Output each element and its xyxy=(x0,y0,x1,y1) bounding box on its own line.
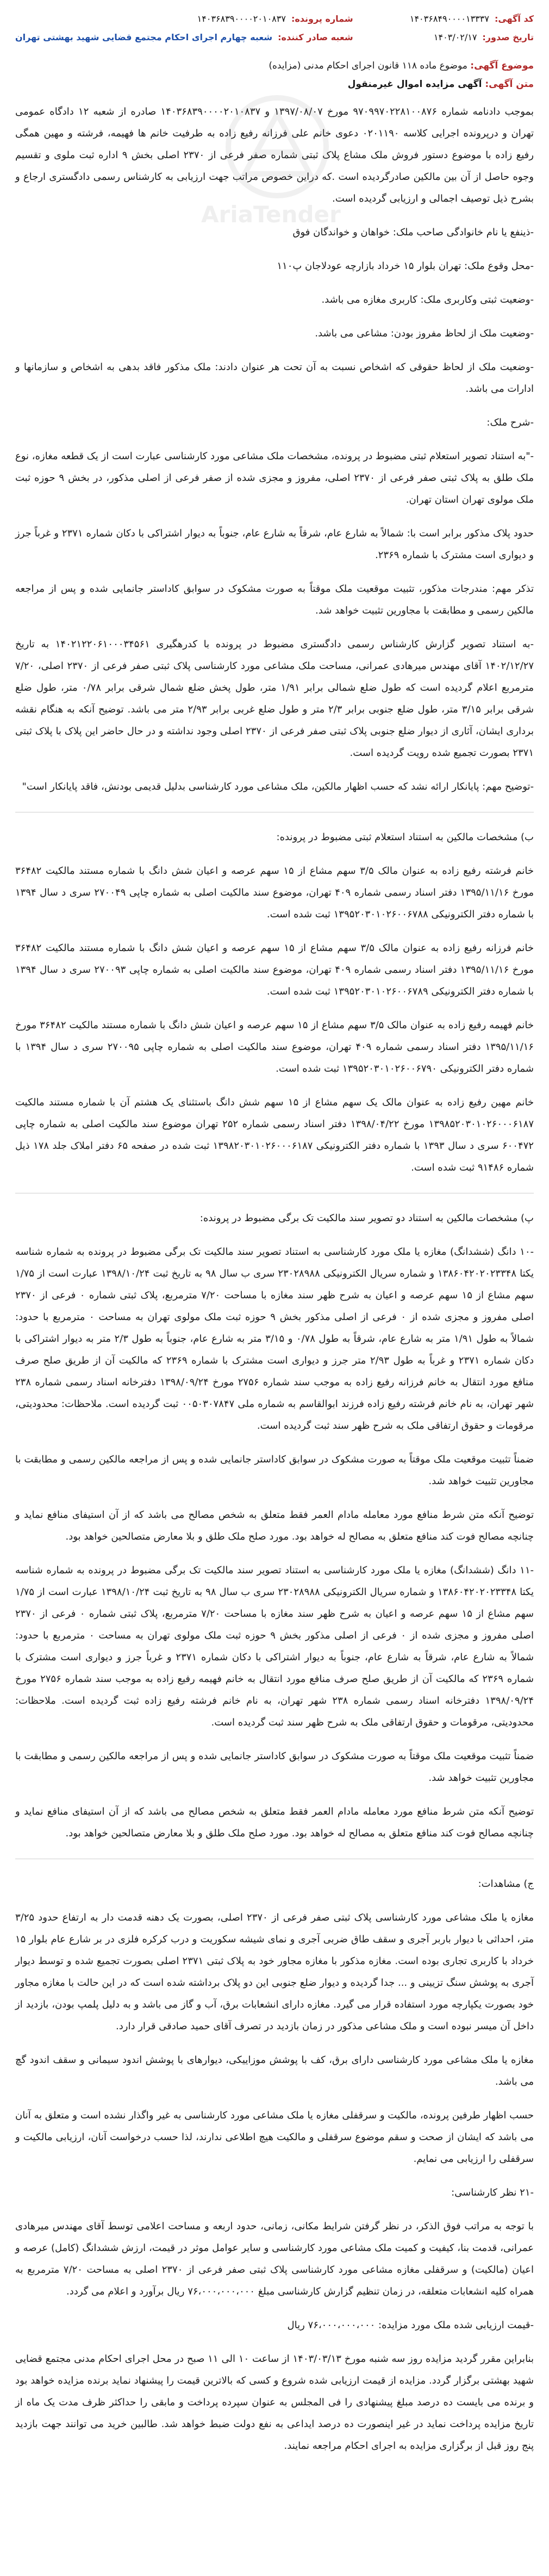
ad-code-row xyxy=(410,10,534,28)
date-value: ۱۴۰۳/۰۲/۱۷ xyxy=(433,32,477,42)
file-number-row xyxy=(15,10,353,28)
issuing-branch-row xyxy=(15,28,353,47)
paragraph: ضمناً تثبیت موقعیت ملک موقتاً به صورت مشکوک در سوابق کاداستر جانمایی شده و پس از مراجعه مالکین رسمی و مطابقت با مجاورین تثبیت خواهد شد. xyxy=(12,1454,534,1487)
paragraph: -۲۱ نظر کارشناسی: xyxy=(451,2187,534,2198)
paragraph: خانم مهین رفیع زاده به عنوان مالک یک سهم مشاع از ۱۵ سهم شش دانگ باستثنای یک هشتم آن با شماره مستند مالکیت ۱۳۹۸۵۲۰۳۰۱۰۲۶۰۰۰۶۱۸۷ مورخ ۱۳۹۸/۰۴/۲۲ دفتر اسناد رسمی شماره ۲۵۲ تهران موضوع سند مالکیت اصلی به شماره چاپی ۶۰۰۴۷۲ سری د سال ۱۳۹۳ با شماره دفتر الکترونیکی ۱۳۹۸۲۰۳۰۱۰۲۶۰۰۰۶۱۸۷ ثبت شده در صفحه ۶۵ دفتر املاک جلد ۱۷۸ ذیل شماره ۹۱۴۸۶ ثبت شده است. xyxy=(12,1097,534,1173)
paragraph: مغازه یا ملک مشاعی مورد کارشناسی پلاک ثبتی صفر فرعی از ۲۳۷۰ اصلی، بصورت یک دهنه قدمت دار به ارتفاع حدود ۳/۲۵ متر، احداثی با دیوار باربر آجری و سقف طاق ضربی آجری و نمای شیشه سکوریت و درب کرکره فلزی در بر شارع عام بلوار ۱۵ خرداد با کاربری تجاری بوده است. مغازه مذکور با مغازه مجاور خود به پلاک ثبتی ۲۳۷۱ اصلی بصورت تجمیع شده و توسط دیوار آجری به پوشش سنگ تزیینی و ... جدا گردیده و دیوار ضلع جنوبی این دو پلاک برداشته شده است که در این حالت با مغازه مجاور خود بصورت یکپارچه مورد استفاده قرار می گیرد. مغازه دارای انشعابات برق، آب و گاز می باشد و به دلیل پلمپ بودن، بازدید از داخل آن میسر نبوده است و ملک مشاعی مذکور در زمان بازدید در تصرف آقای حمید صادقی قرار دارد. xyxy=(12,1912,534,2032)
date-row xyxy=(410,28,534,47)
issuing-branch-label: شعبه صادر کننده: xyxy=(278,32,353,42)
paragraph: -قیمت ارزیابی شده ملک مورد مزایده: ۷۶،۰۰۰،۰۰۰،۰۰۰ ریال xyxy=(287,2319,534,2331)
header-right-column xyxy=(410,10,534,47)
notice-header xyxy=(15,10,534,47)
paragraph: بموجب دادنامه شماره ۹۷۰۹۹۷۰۲۲۸۱۰۰۸۷۶ مورخ ۱۳۹۷/۰۸/۰۷ و ۱۴۰۳۶۸۳۹۰۰۰۰۲۰۱۰۸۳۷ صادره از شعبه ۱۲ دادگاه عمومی تهران و درپرونده اجرایی کلاسه ۰۲۰۱۱۹۰ دعوی خانم علی فرزانه رفیع زاده به طرفیت خانم ها فهیمه، فرشته و مهین همگی رفیع زاده با موضوع دستور فروش ملک مشاع پلاک ثبتی شماره صفر فرعی از ۲۳۷۰ اصلی بخش ۹ اداره ثبت ملوی و تقسیم وجوه حاصل از آن بین مالکین صادرگردیده است .که دراین خصوص مراتب جهت ارزیابی به کارشناس رسمی دادگستری ارجاع و بشرح ذیل توصیف اجمالی و ارزیابی گردیده است. xyxy=(12,106,534,204)
subject-value: موضوع ماده ۱۱۸ قانون اجرای احکام مدنی (مزایده) xyxy=(269,60,467,71)
paragraph: ج) مشاهدات: xyxy=(478,1878,534,1890)
paragraph: حسب اظهار طرفین پرونده، مالکیت و سرقفلی مغازه یا ملک مشاعی مورد کارشناسی به غیر واگذار نشده است و متعلق به آنان می باشد که ایشان از صحت و سقم موضوع سرقفلی و مالکیت هیچ اطلاعی ندارند، لذا حسب درخواست آنان، ارزیابی مالکیت و سرقفلی را ارزیابی می نمایم. xyxy=(12,2110,534,2165)
paragraph: -وضعیت ملک از لحاظ مفروز بودن: مشاعی می باشد. xyxy=(315,328,534,339)
paragraph: -به استناد تصویر گزارش کارشناس رسمی دادگستری مضبوط در پرونده با کدرهگیری ۱۴۰۲۱۲۲۰۶۱۰۰۰۳۴۵۶۱ به تاریخ ۱۴۰۲/۱۲/۲۷ آقای مهندس میرهادی عمرانی، مساحت ملک مشاعی مورد کارشناسی پلاک ثبتی صفر فرعی از ۲۳۷۰ اصلی، ۷/۲۰ مترمربع اعلام گردیده است که طول ضلع شمالی برابر ۱/۹۱ متر، طول پخش ضلع شمال شرقی برابر ۰/۷۸ متر، طول ضلع شرقی برابر ۳/۱۵ متر، طول ضلع جنوبی برابر ۲/۳ متر و طول ضلع غربی برابر ۲/۹۳ متر می باشد. توضیح آنکه به هنگام نقشه برداری ایشان، آثاری از دیوار ضلع جنوبی پلاک ثبتی صفر فرعی از ۲۳۷۰ اصلی وجود نداشته و در حال حاضر این پلاک با پلاک ثبتی ۲۳۷۱ بصورت تجمیع شده رویت گردیده است. xyxy=(12,639,534,759)
notice-value: آگهی مزایده اموال غیرمنقول xyxy=(347,79,482,90)
ad-code-value: ۱۴۰۳۶۸۴۹۰۰۰۰۱۳۳۳۷ xyxy=(409,14,489,24)
paragraph: با توجه به مراتب فوق الذکر، در نظر گرفتن شرایط مکانی، زمانی، حدود اربعه و مساحت اعلامی توسط آقای مهندس میرهادی عمرانی، قدمت بنا، کیفیت و کمیت ملک مشاعی مورد کارشناسی و سایر عوامل موثر در قیمت، ارزش ششدانگ (کامل) عرصه و اعیان (مالکیت) و سرقفلی مغازه مشاعی مورد کارشناسی پلاک ثبتی صفر فرعی از ۲۳۷۰ اصلی به مساحت ۷/۲۰ مترمربع به همراه کلیه انشعابات متعلقه، در زمان تنظیم گزارش کارشناسی مبلغ ۷۶،۰۰۰،۰۰۰،۰۰۰ ریال برآورد و اعلام می گردد. xyxy=(12,2221,534,2297)
paragraph: -وضعیت ملک از لحاظ حقوقی که اشخاص نسبت به آن تحت هر عنوان دادند: ملک مذکور فاقد بدهی به اشخاص و سازمانها و ادارات می باشد. xyxy=(12,361,534,395)
paragraph: تذکر مهم: مندرجات مذکور، تثبیت موقعیت ملک موقتاً به صورت مشکوک در سوابق کاداستر جانمایی شده و پس از مراجعه مالکین رسمی و مطابقت با مجاورین تثبیت خواهد شد. xyxy=(12,583,534,616)
paragraph: -۱۰ دانگ (ششدانگ) مغازه یا ملک مورد کارشناسی به استناد تصویر سند مالکیت تک برگی مضبوط در پرونده به شماره شناسه یکتا ۱۳۸۶۰۴۲۰۲۰۲۳۳۴۸ و شماره سریال الکترونیکی ۲۳۰۲۸۹۸۸ سری ب سال ۹۸ به تاریخ ثبت ۱۳۹۸/۱۰/۲۴ عبارت است از ۱/۷۵ سهم مشاع از ۱۵ سهم عرصه و اعیان به شرح ظهر سند مغازه با مساحت ۷/۲۰ مترمربع، پلاک ثبتی شماره ۰ فرعی از ۲۳۷۰ اصلی مفروز و مجزی شده از ۰ فرعی از اصلی مذکور بخش ۹ حوزه ثبت ملک مولوی تهران به مساحت ۰ مترمربع با حدود: شمالاً به طول ۱/۹۱ متر به شارع عام، شرقاً به طول ۰/۷۸ و ۳/۱۵ متر به شارع عام، جنوباً به طول ۲/۳ متر به دیوار اشتراکی با دکان شماره ۲۳۷۱ و غرباً به طول ۲/۹۳ متر جرز و دیواری است مشترک با شماره ۲۳۶۹ که مالکیت آن از طریق صلح صرف منافع مورد انتقال به خانم فرزانه رفیع زاده به موجب سند شماره ۲۷۵۶ مورخ ۱۳۹۸/۰۹/۲۴ دفترخانه اسناد رسمی شماره ۲۳۸ شهر تهران، به نام خانم فرشته رفیع زاده فرزند ابوالقاسم به شماره ملی ۰۰۵۰۳۰۷۸۴۷ ثبت گردیده است. ملاحظات: محدودیتی، مرقومات و حقوق ارتفاقی ملک به شرح ظهر سند ثبت گردیده است. xyxy=(12,1246,534,1431)
paragraph: مغازه یا ملک مشاعی مورد کارشناسی دارای برق، کف با پوشش موزاییکی، دیوارهای با پوشش اندود سیمانی و سقف اندود گچ می باشد. xyxy=(12,2054,534,2087)
paragraph: بنابراین مقرر گردید مزایده روز سه شنبه مورخ ۱۴۰۳/۰۳/۱۳ از ساعت ۱۰ الی ۱۱ صبح در محل اجرای احکام مدنی مجتمع قضایی شهید بهشتی برگزار گردد. مزایده از قیمت ارزیابی شده شروع و کسی که بالاترین قیمت را پیشنهاد نماید برنده مزایده خواهد بود و برنده می بایست ده درصد مبلغ پیشنهادی را فی المجلس به عنوان سپرده پرداخت و مابقی را حداکثر ظرف مدت یک ماه از تاریخ مزایده پرداخت نماید در غیر اینصورت ده درصد ایداعی به نفع دولت ضبط خواهد شد. طالبین خرید می توانند جهت بازدید پنج روز قبل از برگزاری مزایده به اجرای احکام مراجعه نمایند. xyxy=(12,2353,534,2452)
paragraph: حدود پلاک مذکور برابر است با: شمالاً به شارع عام، شرقاً به شارع عام، جنوباً به دیوار اشتراکی با دکان شماره ۲۳۷۱ و غرباً جرز و دیواری است مشترک با شماره ۲۳۶۹. xyxy=(12,528,534,561)
file-number-label: شماره پرونده: xyxy=(291,14,353,24)
paragraph: پ) مشخصات مالکین به استناد دو تصویر سند مالکیت تک برگی مضبوط در پرونده: xyxy=(199,1212,534,1224)
paragraph: خانم فرشته رفیع زاده به عنوان مالک ۳/۵ سهم مشاع از ۱۵ سهم عرصه و اعیان شش دانگ با شماره مستند مالکیت ۳۶۴۸۲ مورخ ۱۳۹۵/۱۱/۱۶ دفتر اسناد رسمی شماره ۴۰۹ تهران، موضوع سند مالکیت اصلی به شماره چاپی ۲۷۰۰۴۹ سری د سال ۱۳۹۴ با شماره دفتر الکترونیکی ۱۳۹۵۲۰۳۰۱۰۲۶۰۰۶۷۸۸ ثبت شده است. xyxy=(12,865,534,920)
paragraph: -وضعیت ثبتی وکاربری ملک: کاربری مغازه می باشد. xyxy=(321,294,534,305)
subject-label: موضوع آگهی: xyxy=(470,60,534,71)
paragraph: -ذینفع یا نام خانوادگی صاحب ملک: خواهان و خواندگان فوق xyxy=(292,227,534,238)
paragraph: -"به استناد تصویر استعلام ثبتی مضبوط در پرونده، مشخصات ملک مشاعی مورد کارشناسی عبارت است از یک قطعه مغازه، نوع ملک طلق به پلاک ثبتی صفر فرعی از ۲۳۷۰ اصلی، مفروز و مجزی شده از صفر فرعی از اصلی مذکور، در بخش ۹ حوزه ثبت ملک مولوی تهران استان تهران. xyxy=(12,451,534,505)
paragraph: -توضیح مهم: پایانکار ارائه نشد که حسب اظهار مالکین، ملک مشاعی مورد کارشناسی بدلیل قدیمی بودنش، فاقد پایانکار است" xyxy=(22,781,534,792)
paragraph: خانم فهیمه رفیع زاده به عنوان مالک ۳/۵ سهم مشاع از ۱۵ سهم عرصه و اعیان شش دانگ با شماره مستند مالکیت ۳۶۴۸۲ مورخ ۱۳۹۵/۱۱/۱۶ دفتر اسناد رسمی شماره ۴۰۹ تهران، موضوع سند مالکیت اصلی به شماره چاپی ۲۷۰۰۹۵ سری د سال ۱۳۹۴ با شماره دفتر الکترونیکی ۱۳۹۵۲۰۳۰۱۰۲۶۰۰۶۷۹۰ ثبت شده است. xyxy=(12,1020,534,1074)
paragraph: خانم فرزانه رفیع زاده به عنوان مالک ۳/۵ سهم مشاع از ۱۵ سهم عرصه و اعیان شش دانگ با شماره مستند مالکیت ۳۶۴۸۲ مورخ ۱۳۹۵/۱۱/۱۶ دفتر اسناد رسمی شماره ۴۰۹ تهران، موضوع سند مالکیت اصلی به شماره چاپی ۲۷۰۰۹۳ سری د سال ۱۳۹۴ با شماره دفتر الکترونیکی ۱۳۹۵۲۰۳۰۱۰۲۶۰۰۶۷۸۹ ثبت شده است. xyxy=(12,942,534,997)
paragraph: -۱۱ دانگ (ششدانگ) مغازه یا ملک مورد کارشناسی به استناد تصویر سند مالکیت تک برگی مضبوط در پرونده به شماره شناسه یکتا ۱۳۸۶۰۴۲۰۲۰۲۳۳۴۸ و شماره سریال الکترونیکی ۲۳۰۲۸۹۸۸ سری ب سال ۹۸ به تاریخ ثبت ۱۳۹۸/۱۰/۲۴ عبارت است از ۱/۷۵ سهم مشاع از ۱۵ سهم عرصه و اعیان به شرح ظهر سند مغازه با مساحت ۷/۲۰ مترمربع، پلاک ثبتی شماره ۰ فرعی از ۲۳۷۰ اصلی مفروز و مجزی شده از ۰ فرعی از اصلی مذکور بخش ۹ حوزه ثبت ملک مولوی تهران به مساحت ۰ مترمربع با حدود: شمالاً به شارع عام، شرقاً به شارع عام، جنوباً به دیوار اشتراکی با دکان شماره ۲۳۷۱ و غرباً جرز و دیواری است مشترک با شماره ۲۳۶۹ که مالکیت آن از طریق صلح صرف منافع مورد انتقال به خانم فهیمه رفیع زاده به موجب سند شماره ۲۷۵۶ مورخ ۱۳۹۸/۰۹/۲۴ دفترخانه اسناد رسمی شماره ۲۳۸ شهر تهران، به نام خانم فرشته رفیع زاده ثبت گردیده است. ملاحظات: محدودیتی، مرقومات و حقوق ارتفاقی ملک به شرح ظهر سند ثبت گردیده است. xyxy=(12,1565,534,1728)
subject-line xyxy=(15,57,534,75)
notice-label: متن آگهی: xyxy=(485,79,534,90)
paragraph: توضیح آنکه متن شرط منافع مورد معامله مادام العمر فقط متعلق به شخص مصالح می باشد که از آن استیفای منافع نماید و چنانچه مصالح فوت کند منافع متعلق به مصالح له خواهد بود. مورد صلح ملک طلق و بلا معارض متصالحین خواهد بود. xyxy=(12,1509,534,1542)
date-label: تاریخ صدور: xyxy=(482,32,534,42)
paragraph: -شرح ملک: xyxy=(486,417,534,428)
file-number-value: ۱۴۰۳۶۸۳۹۰۰۰۰۲۰۱۰۸۳۷ xyxy=(197,14,286,24)
issuing-branch-value: شعبه چهارم اجرای احکام مجتمع قضایی شهید بهشتی تهران xyxy=(15,32,273,42)
ad-code-label: کد آگهی: xyxy=(494,14,534,24)
paragraph: -محل وقوع ملک: تهران بلوار ۱۵ خرداد بازارچه عودلاجان پ۱۱۰ xyxy=(277,260,534,272)
header-left-column xyxy=(15,10,353,47)
watermark-text: AriaTender xyxy=(201,201,341,228)
paragraph: توضیح آنکه متن شرط منافع مورد معامله مادام العمر فقط متعلق به شخص مصالح می باشد که از آن استیفای منافع نماید و چنانچه مصالح فوت کند منافع متعلق به مصالح له خواهد بود. مورد صلح ملک طلق و بلا معارض متصالحین خواهد بود. xyxy=(12,1806,534,1839)
paragraph: ضمناً تثبیت موقعیت ملک موقتاً به صورت مشکوک در سوابق کاداستر جانمایی شده و پس از مراجعه مالکین رسمی و مطابقت با مجاورین تثبیت خواهد شد. xyxy=(12,1750,534,1784)
paragraph: ب) مشخصات مالکین به استناد استعلام ثبتی مضبوط در پرونده: xyxy=(276,831,534,843)
notice-body xyxy=(12,101,534,2457)
notice-title-line xyxy=(15,75,534,93)
